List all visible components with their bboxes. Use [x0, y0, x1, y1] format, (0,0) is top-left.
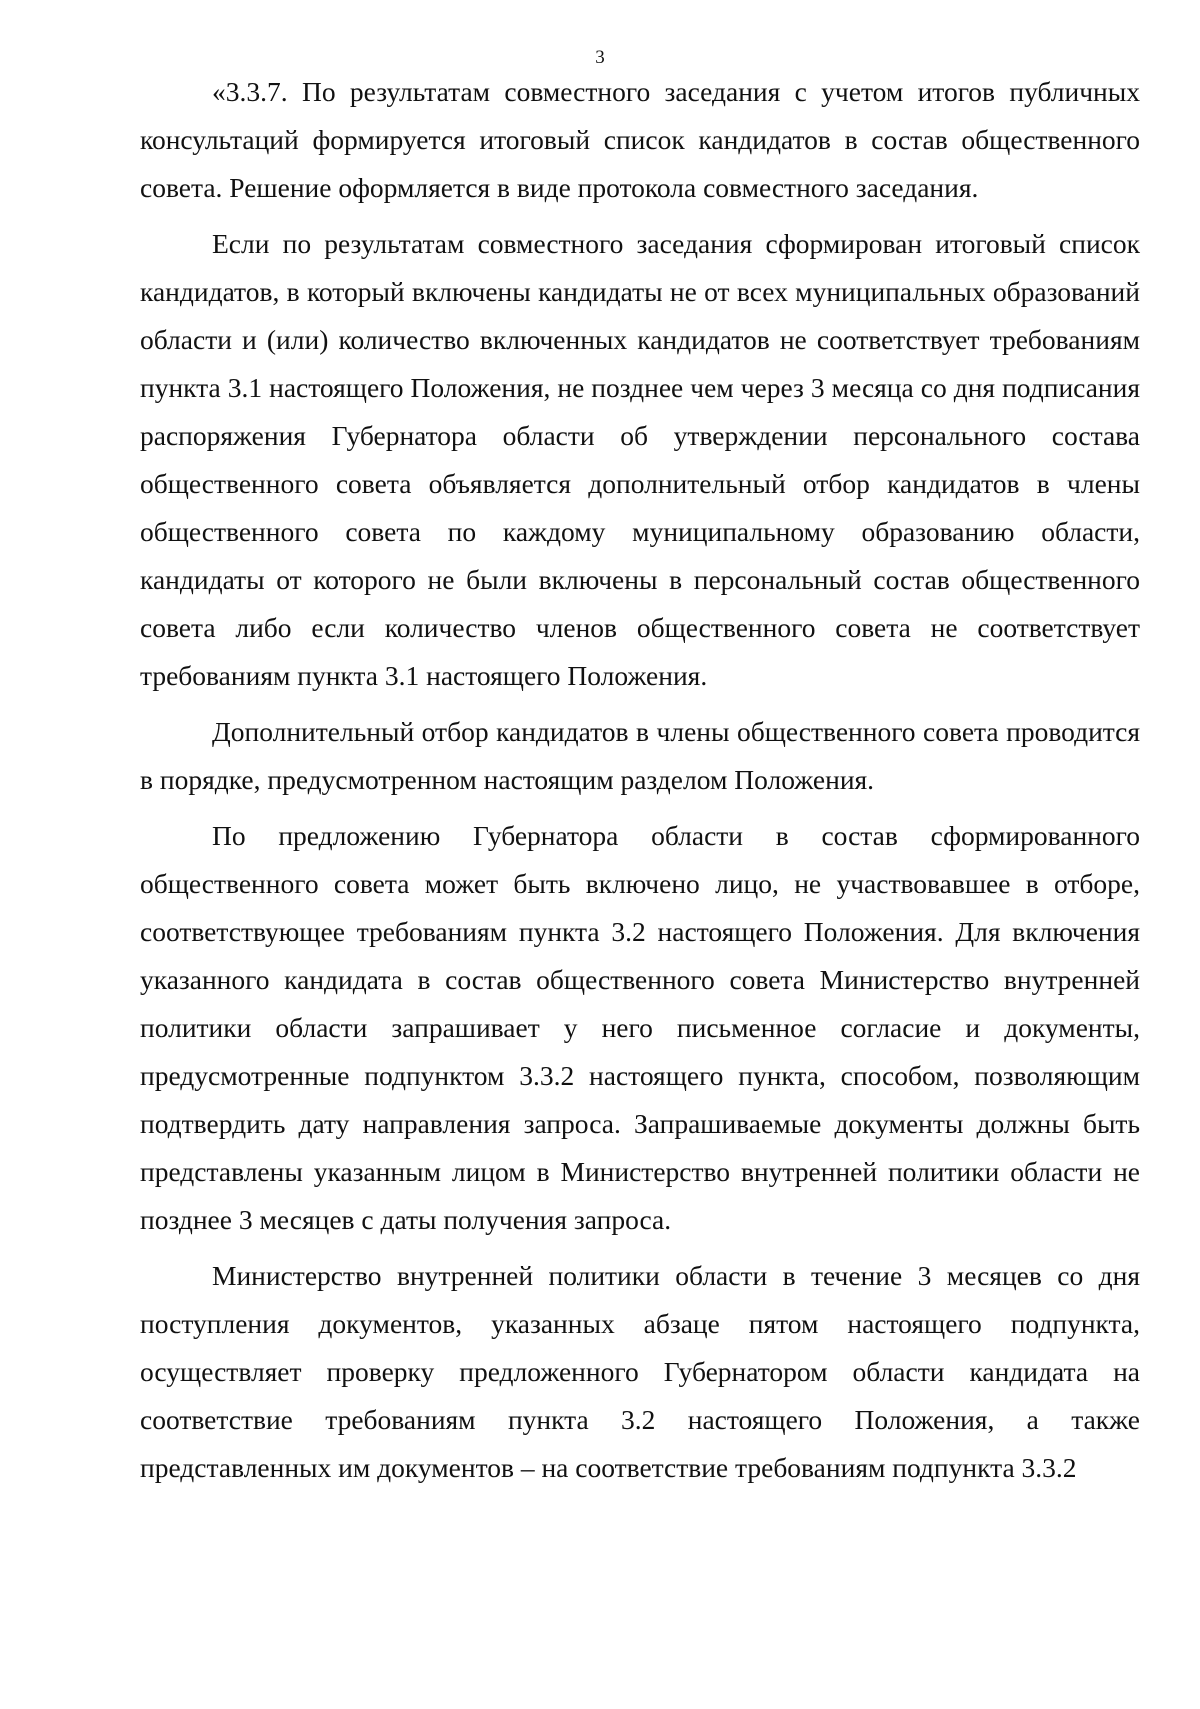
paragraph-3-3-7: «3.3.7. По результатам совместного заседания с учетом итогов публичных консультаций формируется итоговый список кандидатов в состав общественного совета. Решение оформляется в виде протокола совместного заседания.	[140, 76, 1140, 203]
paragraph-additional-selection-conditions: Если по результатам совместного заседания сформирован итоговый список кандидатов, в который включены кандидаты не от всех муниципальных образований области и (или) количество включенных кандидатов не соответствует требованиям пункта 3.1 настоящего Положения, не позднее чем через 3 месяца со дня подписания распоряжения Губернатора области об утверждении персонального состава общественного совета объявляется дополнительный отбор кандидатов в члены общественного совета по каждому муниципальному образованию области, кандидаты от которого не были включены в персональный состав общественного совета либо если количество членов общественного совета не соответствует требованиям пункта 3.1 настоящего Положения.	[140, 228, 1140, 691]
document-body	[140, 68, 1140, 1492]
page-number: 3	[595, 47, 605, 68]
paragraph-additional-selection-procedure: Дополнительный отбор кандидатов в члены общественного совета проводится в порядке, предусмотренном настоящим разделом Положения.	[140, 716, 1140, 795]
paragraph-governor-proposal: По предложению Губернатора области в состав сформированного общественного совета может быть включено лицо, не участвовавшее в отборе, соответствующее требованиям пункта 3.2 настоящего Положения. Для включения указанного кандидата в состав общественного совета Министерство внутренней политики области запрашивает у него письменное согласие и документы, предусмотренные подпунктом 3.3.2 настоящего пункта, способом, позволяющим подтвердить дату направления запроса. Запрашиваемые документы должны быть представлены указанным лицом в Министерство внутренней политики области не позднее 3 месяцев с даты получения запроса.	[140, 820, 1140, 1235]
paragraph-ministry-verification: Министерство внутренней политики области в течение 3 месяцев со дня поступления документов, указанных абзаце пятом настоящего подпункта, осуществляет проверку предложенного Губернатором области кандидата на соответствие требованиям пункта 3.2 настоящего Положения, а также представленных им документов – на соответствие требованиям подпункта 3.3.2	[140, 1260, 1140, 1483]
